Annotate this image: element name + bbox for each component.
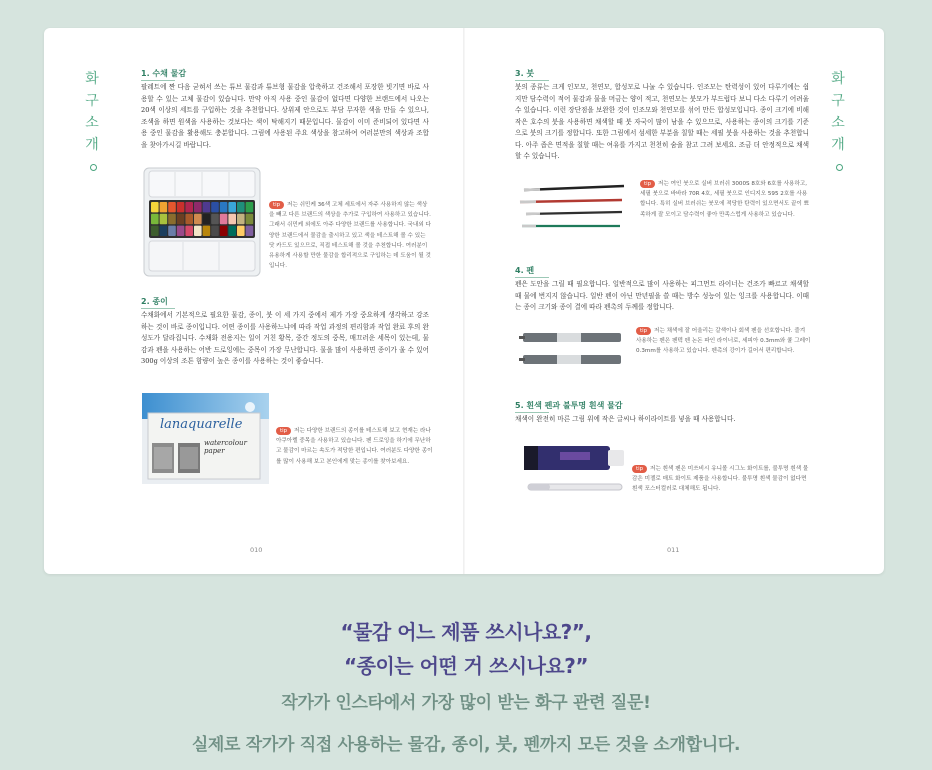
tip1: [269, 200, 431, 271]
tip-badge: tip: [636, 327, 651, 335]
left-side-title: [84, 68, 100, 178]
section4-text: 펜은 도안을 그릴 때 필요합니다. 일반적으로 많이 사용하는 피그먼트 라이너는 건조가 빠르고 채색할 때 물에 번지지 않습니다. 일반 펜이 아닌 만년필을 쓸 때는 방수 성능이 있는 잉크를 사용합니다. 이때는 종이 크기와 종이 결에 따라 펜촉의 두께를 정합니다.: [515, 280, 809, 311]
paint-pan: [160, 202, 168, 212]
paint-pan: [246, 202, 254, 212]
section3-title: 3. 붓: [515, 69, 535, 78]
paint-pan: [151, 214, 159, 224]
paint-pan: [211, 202, 219, 212]
tip-badge: tip: [632, 465, 647, 473]
book-gutter: [463, 28, 465, 574]
caption-question-1: “물감 어느 제품 쓰시나요?”,: [340, 620, 592, 644]
tip5-text: 저는 흰색 펜은 미쓰비시 유니볼 시그노 화이트를, 불투명 흰색 물감은 미젤로 매트 화이트 제품을 사용합니다. 불투명 흰색 물감이 없다면 흰색 포스터컬러로 대체해도 됩니다.: [632, 466, 809, 493]
caption-subtitle-1: 작가가 인스타에서 가장 많이 받는 화구 관련 질문!: [281, 693, 651, 713]
paint-pan: [160, 226, 168, 236]
paint-pan: [177, 214, 185, 224]
paint-pan: [168, 214, 176, 224]
paint-pan: [185, 214, 193, 224]
section5-text: 채색이 완전히 마른 그림 위에 작은 글씨나 하이라이트를 넣을 때 사용합니다.: [515, 415, 736, 423]
side-char: 개: [830, 134, 846, 178]
paint-pan: [237, 202, 245, 212]
paper-brand-text: lanaquarelle: [160, 417, 243, 432]
tip3-text: 저는 여인 붓으로 실버 브러쉬 3000S 8호와 6호를 사용하고, 세필 붓으로 바바라 70R 4호, 세필 붓으로 인디지오 595 2호를 사용합니다. 특히 실버 브러쉬는 붓모에 적당한 탄력이 있으면서도 끝이 뾰족하게 잘 모이고 담수력이 좋아 만족스럽게 사용하고 있습니다.: [640, 181, 810, 218]
section5-title: 5. 흰색 펜과 불투명 흰색 물감: [515, 401, 623, 410]
paint-pan: [211, 226, 219, 236]
right-side-title: [830, 68, 846, 178]
side-char: 화: [85, 71, 99, 87]
paint-pan: [151, 226, 159, 236]
section2-text: 수채화에서 기본적으로 필요한 물감, 종이, 붓 이 세 가지 중에서 제가 가장 중요하게 생각하고 강조하는 것이 바로 종이입니다. 어떤 종이를 사용하느냐에 따라 작업 과정의 편리함과 작업 완료 후의 완성도가 달라집니다. 수채화 전용지는 일이 거친 황목, 중간 정도의 중목, 매끄러운 세목이 있는데, 물감과 펜을 사용하는 어반 드로잉에는 중목이 가장 무난합니다. 물을 많이 사용하면 종이가 울 수 있어 300g 이상의 조튼 함량이 높은 종이를 사용하는 것이 좋습니다.: [141, 311, 429, 365]
section2-title: 2. 종이: [141, 297, 168, 306]
paint-pan: [237, 226, 245, 236]
tip2-text: 저는 다양한 브랜드의 종이를 테스트해 보고 현재는 라나 아쿠아렐 중목을 사용하고 있습니다. 펜 드로잉을 하기에 무난하고 물감이 마르는 속도가 적당한 편입니다. 여러분도 다양한 종이를 많이 사용해 보고 본인에게 맞는 종이를 찾아보세요.: [276, 428, 433, 465]
paint-pan: [203, 214, 211, 224]
tip-badge: tip: [269, 201, 284, 209]
paint-pan: [246, 214, 254, 224]
side-char: 개: [84, 134, 100, 178]
brushes-photo: [516, 180, 628, 236]
right-page-number: 011: [667, 546, 680, 554]
tip4-text: 저는 채색에 잘 어울리는 갈색이나 회색 펜을 선호합니다. 즐겨 사용하는 펜은 펜텍 펜 논돈 파인 라이너로, 세피아 0.3mm와 쿨 그레이 0.3mm를 사용하고 있습니다. 펜촉의 강이가 길어서 편리합니다.: [636, 328, 811, 355]
circle-dot-icon: [90, 164, 97, 171]
paint-pan: [151, 202, 159, 212]
paint-pan: [228, 214, 236, 224]
section4-title: 4. 펜: [515, 266, 535, 275]
watercolor-paper-photo: [142, 393, 269, 484]
paint-pan: [194, 226, 202, 236]
paint-pan: [211, 214, 219, 224]
circle-dot-icon: [836, 164, 843, 171]
tip3: [640, 179, 810, 220]
pens-photo: [517, 329, 627, 371]
section1-text: 팔레트에 짠 다음 굳혀서 쓰는 튜브 물감과 튜브형 물감을 압축하고 건조해서 포장한 빗기면 바로 사용할 수 있는 고체 물감이 있습니다. 만약 아직 사용 중인 물감이 없다면 다양한 브랜드에서 나오는 20색 이상의 세트를 구입하는 것을 추천합니다. 상위제 안으로도 부담 무자한 색을 만들 수 있으나, 조색을 하면 원색을 사용하는 것보다는 색이 탁해지기 때문입니다. 물감이 이미 준비되어 있다면 사용 중인 물감을 활용해도 충분합니다. 그림에 사용된 주요 색상을 참고하여 여러분만의 색상과 조합을 찾아가시길 바랍니다.: [141, 83, 429, 149]
tip-badge: tip: [640, 180, 655, 188]
white-pen-photo: [520, 438, 630, 500]
tip-badge: tip: [276, 427, 291, 435]
section3-text: 붓의 종류는 크게 인모모, 천연모, 합성모로 나눌 수 있습니다. 인조모는 탄력성이 있어 다루기에는 쉽지만 담수력이 적어 물감과 물을 머금는 양이 적고, 천연모는 붓모가 부드럽다 보니 다소 다루기 어려울 수 있습니다. 이런 장단점을 보완한 것이 인조모와 천연모를 섞어 만든 합성모입니다. 종이 크기에 비해 작은 호수의 붓을 사용하면 채색할 때 붓 자국이 많이 남을 수 있으므로, 사용하는 종이의 크기를 기준으로 붓의 크기를 정합니다. 또한 그림에서 섬세한 부분을 칠할 때는 세필 붓을 사용하는 것을 추천합니다. 아주 좁은 면적을 칠할 때는 여유를 가지고 천천히 숨을 참고 그려 보세요. 조금 더 안정적으로 채색할 수 있습니다.: [515, 83, 809, 160]
side-char: 구: [85, 93, 99, 109]
paper-sub-text: watercolour paper: [204, 439, 247, 455]
section1-title: 1. 수채 물감: [141, 69, 187, 78]
paint-pan: [177, 226, 185, 236]
tip4: [636, 326, 812, 357]
paint-pan: [220, 214, 228, 224]
side-char: 구: [831, 93, 845, 109]
paint-pan: [203, 202, 211, 212]
paint-pan: [177, 202, 185, 212]
paint-pan: [228, 226, 236, 236]
paint-pan: [220, 226, 228, 236]
watercolor-palette-photo: [143, 167, 261, 277]
paint-pan: [185, 226, 193, 236]
caption-subtitle-2: 실제로 작가가 직접 사용하는 물감, 종이, 붓, 펜까지 모든 것을 소개합니다.: [191, 735, 741, 755]
paint-pan: [203, 226, 211, 236]
tip2: [276, 426, 436, 467]
paint-pan: [228, 202, 236, 212]
book-spread: [44, 28, 884, 574]
side-char: 화: [831, 71, 845, 87]
paint-pan: [160, 214, 168, 224]
paint-pan: [194, 202, 202, 212]
left-page-number: 010: [250, 546, 263, 554]
side-char: 소: [85, 115, 99, 131]
paint-pan: [194, 214, 202, 224]
paint-pan: [168, 202, 176, 212]
caption-question-2: “종이는 어떤 거 쓰시나요?”: [344, 654, 588, 678]
paint-pan: [237, 214, 245, 224]
paint-pan: [168, 226, 176, 236]
paint-pan: [220, 202, 228, 212]
tip1-text: 저는 쉬민케 36색 고체 세트에서 자주 사용하지 않는 색상을 빼고 다른 브랜드의 색상을 추가로 구입하여 사용하고 있습니다. 그래서 쉬민케 외에도 아주 다양한 브랜드를 사용합니다. 국내외 다양한 브랜드에서 물감을 출시하고 있고 색을 테스트해 볼 수 있는 닷 카드도 있으므로, 직접 테스트해 볼 것을 추천합니다. 여러분이 유용하게 사용할 만한 물감을 합리적으로 구입하는 데 도움이 될 것입니다.: [269, 202, 431, 270]
paint-pan: [246, 226, 254, 236]
side-char: 소: [831, 115, 845, 131]
paint-pan: [185, 202, 193, 212]
tip5: [632, 464, 810, 495]
